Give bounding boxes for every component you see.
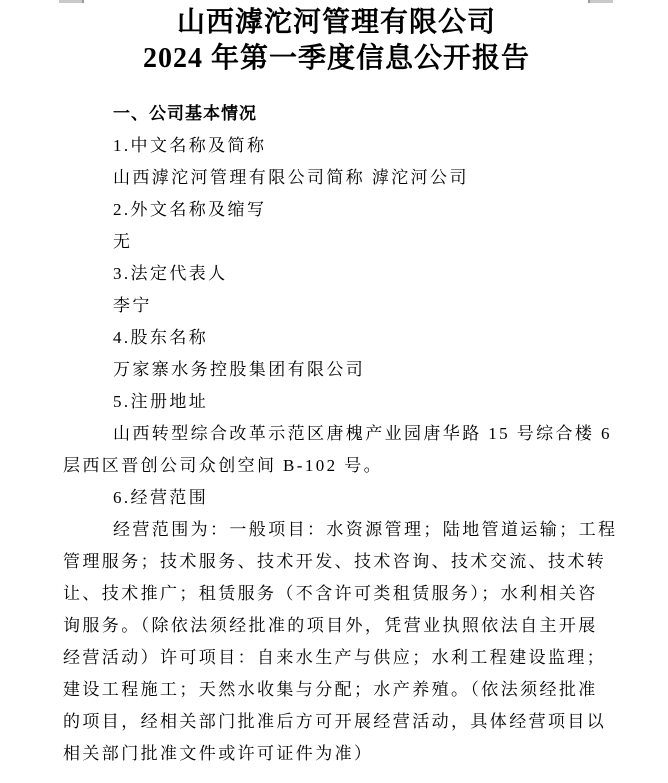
item-value-business-scope-line-6: 建设工程施工；天然水收集与分配；水产养殖。（依法须经批准 (63, 680, 598, 699)
item-label-chinese-name: 1.中文名称及简称 (113, 136, 267, 155)
item-value-registered-address-line-1: 山西转型综合改革示范区唐槐产业园唐华路 15 号综合楼 6 (113, 424, 612, 443)
item-value-chinese-name: 山西滹沱河管理有限公司简称 滹沱河公司 (113, 168, 469, 187)
item-value-business-scope-line-8: 相关部门批准文件或许可证件为准） (63, 744, 374, 763)
report-title-line-2: 2024 年第一季度信息公开报告 (142, 43, 530, 74)
item-value-foreign-name: 无 (113, 232, 133, 251)
report-title-line-1: 山西滹沱河管理有限公司 (176, 7, 496, 38)
item-label-shareholder: 4.股东名称 (113, 328, 209, 347)
item-value-business-scope-line-4: 询服务。（除依法须经批准的项目外，凭营业执照依法自主开展 (63, 616, 598, 635)
section-heading-company-basics: 一、公司基本情况 (113, 104, 257, 123)
page-edge-marker-right (588, 0, 613, 3)
item-label-foreign-name: 2.外文名称及缩写 (113, 200, 267, 219)
item-label-business-scope: 6.经营范围 (113, 488, 209, 507)
report-body (63, 98, 618, 770)
item-label-registered-address: 5.注册地址 (113, 392, 209, 411)
item-value-legal-representative: 李宁 (113, 296, 152, 315)
report-page (63, 5, 618, 770)
item-value-business-scope-line-1: 经营范围为：一般项目：水资源管理；陆地管道运输；工程 (113, 520, 618, 539)
item-value-business-scope-line-2: 管理服务；技术服务、技术开发、技术咨询、技术交流、技术转 (63, 552, 607, 571)
item-value-registered-address-line-2: 层西区晋创公司众创空间 B-102 号。 (63, 456, 383, 475)
item-value-business-scope-line-5: 经营活动）许可项目：自来水生产与供应；水利工程建设监理； (63, 648, 607, 667)
item-value-business-scope-line-3: 让、技术推广；租赁服务（不含许可类租赁服务）；水利相关咨 (63, 584, 598, 603)
page-edge-marker-left (59, 0, 84, 3)
report-title (63, 5, 610, 77)
item-value-shareholder: 万家寨水务控股集团有限公司 (113, 360, 366, 379)
item-label-legal-representative: 3.法定代表人 (113, 264, 228, 283)
item-value-business-scope-line-7: 的项目，经相关部门批准后方可开展经营活动，具体经营项目以 (63, 712, 607, 731)
